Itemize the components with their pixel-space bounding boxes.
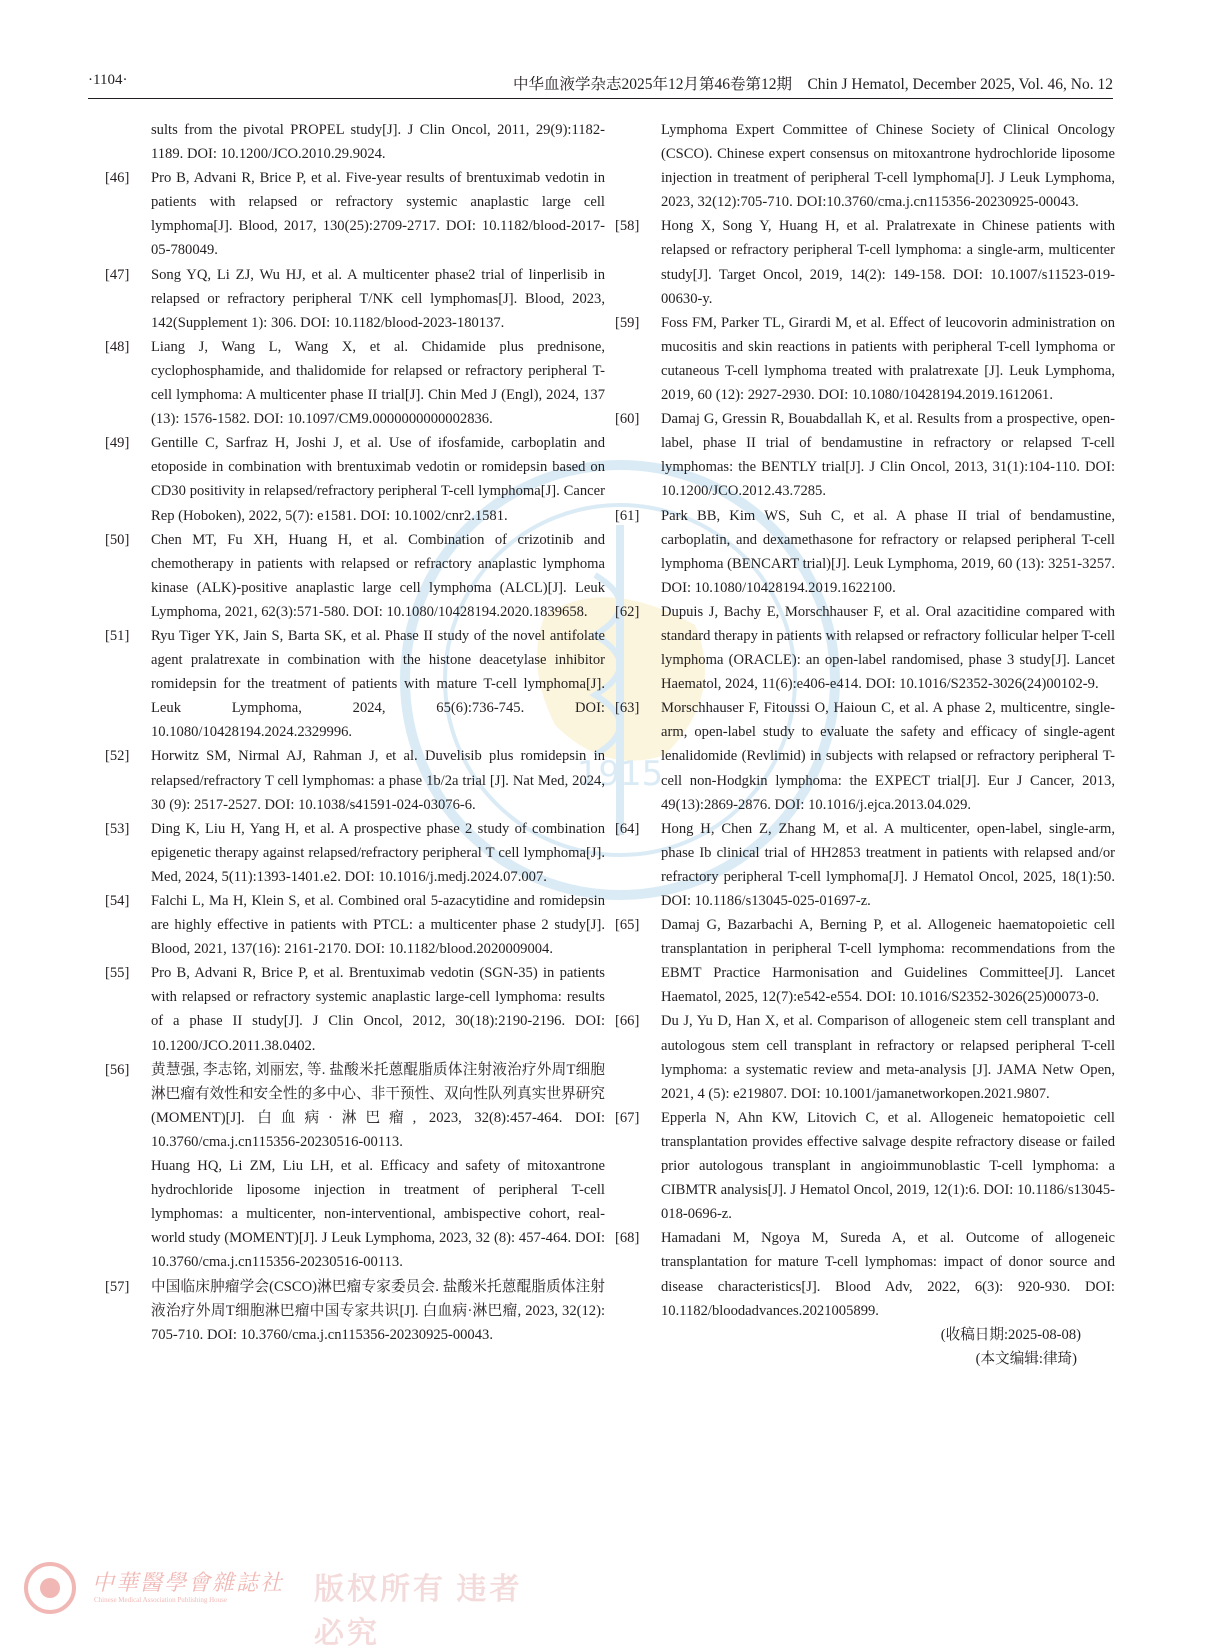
reference-text: Horwitz SM, Nirmal AJ, Rahman J, et al. Duvelisib plus romidepsin in relapsed/refractory T cell lymphomas: a phase 1b/2a trial [J]. Nat Med, 2024, 30 (9): 2517-2527. DOI: 10.1038/s41591-024-03076-6. — [151, 748, 605, 813]
reference-number: [60] — [615, 411, 640, 428]
svg-text:1915: 1915 — [576, 754, 664, 794]
reference-entry — [617, 1226, 1115, 1322]
reference-entry — [617, 913, 1115, 1009]
reference-text: Hamadani M, Ngoya M, Sureda A, et al. Outcome of allogeneic transplantation for mature T-cell lymphomas: impact of donor source and disease characteristics[J]. Blood Adv, 2022, 6(3): 920-930. DOI: 10.1182/bloodadvances.2021005899. — [661, 1230, 1115, 1319]
reference-entry — [617, 504, 1115, 600]
reference-entry — [617, 311, 1115, 407]
reference-number: [47] — [105, 266, 130, 283]
reference-entry — [617, 817, 1115, 913]
reference-entry — [107, 528, 605, 624]
reference-number: [65] — [615, 917, 640, 934]
publisher-name: 中華醫學會雜誌社 — [92, 1570, 285, 1595]
reference-number: [48] — [105, 338, 130, 355]
reference-number: [62] — [615, 603, 640, 620]
reference-number: [67] — [615, 1109, 640, 1126]
reference-text: Huang HQ, Li ZM, Liu LH, et al. Efficacy and safety of mitoxantrone hydrochloride liposome injection in treatment of peripheral T-cell lymphomas: a multicenter, non-interventional, ambispective cohort, real-world study (MOMENT)[J]. J Leuk Lymphoma, 2023, 32 (8): 457-464. DOI: 10.3760/cma.j.cn115356-20230516-00113. — [151, 1158, 605, 1271]
received-date: (收稿日期:2025-08-08) — [940, 1326, 1081, 1343]
editor-credit: (本文编辑:律琦) — [975, 1350, 1077, 1367]
reference-number: [63] — [615, 700, 640, 717]
reference-entry — [107, 1154, 605, 1274]
reference-column-right — [617, 118, 1115, 1371]
reference-entry — [107, 1058, 605, 1154]
reference-text: Dupuis J, Bachy E, Morschhauser F, et al. Oral azacitidine compared with standard therapy in patients with relapsed or refractory follicular helper T-cell lymphoma (ORACLE): an open-label randomised, phase 3 study[J]. Lancet Haematol, 2024, 11(6):e406-e414. DOI: 10.1016/S2352-3026(24)00102-9. — [661, 603, 1115, 693]
reference-number: [55] — [105, 965, 130, 982]
reference-entry — [617, 1009, 1115, 1105]
reference-text: Epperla N, Ahn KW, Litovich C, et al. Allogeneic hematopoietic cell transplantation provides effective salvage despite refractory disease or failed prior autologous transplant in angioimmunoblastic T-cell lymphoma: a CIBMTR analysis[J]. J Hematol Oncol, 2019, 12(1):6. DOI: 10.1186/s13045-018-0696-z. — [661, 1109, 1115, 1223]
reference-entry — [107, 624, 605, 744]
reference-entry — [107, 166, 605, 262]
publisher-footer — [22, 1560, 542, 1650]
reference-entry — [617, 1106, 1115, 1226]
copyright-notice: 版权所有 违者必究 — [314, 1573, 523, 1650]
reference-column-left — [107, 118, 605, 1347]
reference-text: Pro B, Advani R, Brice P, et al. Five-year results of brentuximab vedotin in patients with relapsed or refractory systemic anaplastic large cell lymphoma[J]. Blood, 2017, 130(25):2709-2717. DOI: 10.1182/blood-2017-05-780049. — [151, 170, 605, 259]
reference-text: Foss FM, Parker TL, Girardi M, et al. Effect of leucovorin administration on mucositis and skin reactions in patients with peripheral T-cell lymphoma or cutaneous T-cell lymphoma treated with pralatrexate [J]. Leuk Lymphoma, 2019, 60 (12): 2927-2930. DOI: 10.1080/10428194.2019.1612061. — [661, 314, 1115, 404]
reference-number: [53] — [105, 820, 130, 837]
reference-text: 黄慧强, 李志铭, 刘丽宏, 等. 盐酸米托蒽醌脂质体注射液治疗外周T细胞淋巴瘤有效性和安全性的多中心、非干预性、双向性队列真实世界研究(MOMENT)[J]. 白血病·淋巴瘤, 2023, 32(8):457-464. DOI: 10.3760/cma.j.cn115356-20230516-00113. — [151, 1061, 605, 1150]
reference-text: Pro B, Advani R, Brice P, et al. Brentuximab vedotin (SGN-35) in patients with relapsed or refractory systemic anaplastic large-cell lymphoma: results of a phase II study[J]. J Clin Oncol, 2012, 30(18):2190-2196. DOI: 10.1200/JCO.2011.38.0402. — [151, 965, 605, 1054]
reference-text: Ding K, Liu H, Yang H, et al. A prospective phase 2 study of combination epigenetic therapy against relapsed/refractory peripheral T cell lymphoma[J]. Med, 2024, 5(11):1393-1401.e2. DOI: 10.1016/j.medj.2024.07.007. — [151, 820, 605, 885]
reference-number: [64] — [615, 820, 640, 837]
reference-number: [49] — [105, 435, 130, 452]
reference-entry — [107, 263, 605, 335]
reference-number: [57] — [105, 1278, 130, 1295]
reference-text: Damaj G, Gressin R, Bouabdallah K, et al. Results from a prospective, open-label, phase II trial of bendamustine in refractory or relapsed T-cell lymphomas: the BENTLY trial[J]. J Clin Oncol, 2013, 31(1):104-110. DOI: 10.1200/JCO.2012.43.7285. — [661, 411, 1115, 500]
reference-number: [52] — [105, 748, 130, 765]
reference-text: Chen MT, Fu XH, Huang H, et al. Combination of crizotinib and chemotherapy in patients with relapsed or refractory anaplastic lymphoma kinase (ALK)-positive anaplastic large cell lymphoma (ALCL)[J]. Leuk Lymphoma, 2021, 62(3):571-580. DOI: 10.1080/10428194.2020.1839658. — [151, 531, 605, 620]
reference-entry — [107, 889, 605, 961]
reference-text: sults from the pivotal PROPEL study[J]. J Clin Oncol, 2011, 29(9):1182-1189. DOI: 10.1200/JCO.2010.29.9024. — [151, 122, 605, 163]
reference-entry — [617, 214, 1115, 310]
reference-text: Falchi L, Ma H, Klein S, et al. Combined oral 5-azacytidine and romidepsin are highly effective in patients with PTCL: a multicenter phase 2 study[J]. Blood, 2021, 137(16): 2161-2170. DOI: 10.1182/blood.2020009004. — [151, 893, 605, 958]
reference-entry — [107, 431, 605, 527]
reference-text: Lymphoma Expert Committee of Chinese Society of Clinical Oncology (CSCO). Chinese expert consensus on mitoxantrone hydrochloride liposome injection in treatment of peripheral T-cell lymphoma[J]. J Leuk Lymphoma, 2023, 32(12):705-710. DOI:10.3760/cma.j.cn115356-20230925-00043. — [661, 122, 1115, 211]
reference-number: [56] — [105, 1061, 130, 1078]
reference-number: [59] — [615, 314, 640, 331]
journal-citation: 中华血液学杂志2025年12月第46卷第12期 Chin J Hematol, December 2025, Vol. 46, No. 12 — [512, 76, 1113, 93]
reference-entry — [107, 335, 605, 431]
reference-entry — [617, 407, 1115, 503]
header-rule — [88, 98, 1113, 99]
reference-text: Hong X, Song Y, Huang H, et al. Pralatrexate in Chinese patients with relapsed or refractory peripheral T-cell lymphoma: a single-arm, multicenter study[J]. Target Oncol, 2019, 14(2): 149-158. DOI: 10.1007/s11523-019-00630-y. — [661, 218, 1115, 307]
reference-text: Damaj G, Bazarbachi A, Berning P, et al. Allogeneic haematopoietic cell transplantation in peripheral T-cell lymphoma: recommendations from the EBMT Practice Harmonisation and Guidelines Committee[J]. Lancet Haematol, 2025, 12(7):e542-e554. DOI: 10.1016/S2352-3026(25)00073-0. — [661, 917, 1115, 1006]
reference-number: [61] — [615, 507, 640, 524]
reference-text: 中国临床肿瘤学会(CSCO)淋巴瘤专家委员会. 盐酸米托蒽醌脂质体注射液治疗外周T细胞淋巴瘤中国专家共识[J]. 白血病·淋巴瘤, 2023, 32(12): 705-710. DOI: 10.3760/cma.j.cn115356-20230925-00043. — [151, 1278, 605, 1343]
page-number: ·1104· — [88, 72, 128, 88]
reference-number: [68] — [615, 1230, 640, 1247]
reference-entry — [617, 696, 1115, 816]
reference-text: Liang J, Wang L, Wang X, et al. Chidamide plus prednisone, cyclophosphamide, and thalidomide for relapsed or refractory peripheral T-cell lymphoma: A multicenter phase II trial[J]. Chin Med J (Engl), 2024, 137 (13): 1576-1582. DOI: 10.1097/CM9.0000000000002836. — [151, 338, 605, 428]
reference-entry — [107, 1275, 605, 1347]
reference-entry — [617, 600, 1115, 696]
reference-entry — [617, 118, 1115, 214]
reference-text: Gentille C, Sarfraz H, Joshi J, et al. Use of ifosfamide, carboplatin and etoposide in combination with brentuximab vedotin or romidepsin based on CD30 positivity in relapsed/refractory peripheral T-cell lymphoma[J]. Cancer Rep (Hoboken), 2022, 5(7): e1581. DOI: 10.1002/cnr2.1581. — [151, 435, 605, 524]
reference-number: [51] — [105, 627, 130, 644]
reference-entry — [107, 744, 605, 816]
reference-number: [58] — [615, 218, 640, 235]
publisher-logo-icon — [22, 1560, 78, 1616]
reference-number: [46] — [105, 170, 130, 187]
reference-text: Hong H, Chen Z, Zhang M, et al. A multicenter, open-label, single-arm, phase Ib clinical trial of HH2853 treatment in patients with relapsed and/or refractory peripheral T-cell lymphoma[J]. J Hematol Oncol, 2025, 18(1):50. DOI: 10.1186/s13045-025-01697-z. — [661, 820, 1115, 909]
reference-number: [50] — [105, 531, 130, 548]
reference-entry — [107, 817, 605, 889]
reference-entry — [107, 961, 605, 1057]
running-header — [88, 70, 1113, 96]
reference-text: Ryu Tiger YK, Jain S, Barta SK, et al. Phase II study of the novel antifolate agent pralatrexate in combination with the histone deacetylase inhibitor romidepsin for the treatment of patients with mature T-cell lymphoma[J]. Leuk Lymphoma, 2024, 65(6):736-745. DOI: 10.1080/10428194.2024.2329996. — [151, 627, 605, 741]
reference-number: [66] — [615, 1013, 640, 1030]
publisher-name-en: Chinese Medical Association Publishing House — [94, 1596, 227, 1604]
reference-number: [54] — [105, 893, 130, 909]
reference-entry — [107, 118, 605, 166]
reference-text: Park BB, Kim WS, Suh C, et al. A phase II trial of bendamustine, carboplatin, and dexamethasone for refractory or relapsed peripheral T-cell lymphoma (BENCART trial)[J]. Leuk Lymphoma, 2019, 60 (13): 3251-3257. DOI: 10.1080/10428194.2019.1622100. — [661, 507, 1115, 596]
reference-text: Song YQ, Li ZJ, Wu HJ, et al. A multicenter phase2 trial of linperlisib in relapsed or refractory peripheral T/NK cell lymphomas[J]. Blood, 2023, 142(Supplement 1): 306. DOI: 10.1182/blood-2023-180137. — [151, 266, 605, 331]
reference-text: Du J, Yu D, Han X, et al. Comparison of allogeneic stem cell transplant and autologous stem cell transplant in refractory or relapsed peripheral T-cell lymphoma: a systematic review and meta-analysis [J]. JAMA Netw Open, 2021, 4 (5): e219807. DOI: 10.1001/jamanetworkopen.2021.9807. — [661, 1013, 1115, 1102]
reference-text: Morschhauser F, Fitoussi O, Haioun C, et al. A phase 2, multicentre, single-arm, open-label study to evaluate the safety and efficacy of single-agent lenalidomide (Revlimid) in subjects with relapsed or refractory peripheral T-cell non-Hodgkin lymphoma: the EXPECT trial[J]. Eur J Cancer, 2013, 49(13):2869-2876. DOI: 10.1016/j.ejca.2013.04.029. — [661, 700, 1115, 813]
